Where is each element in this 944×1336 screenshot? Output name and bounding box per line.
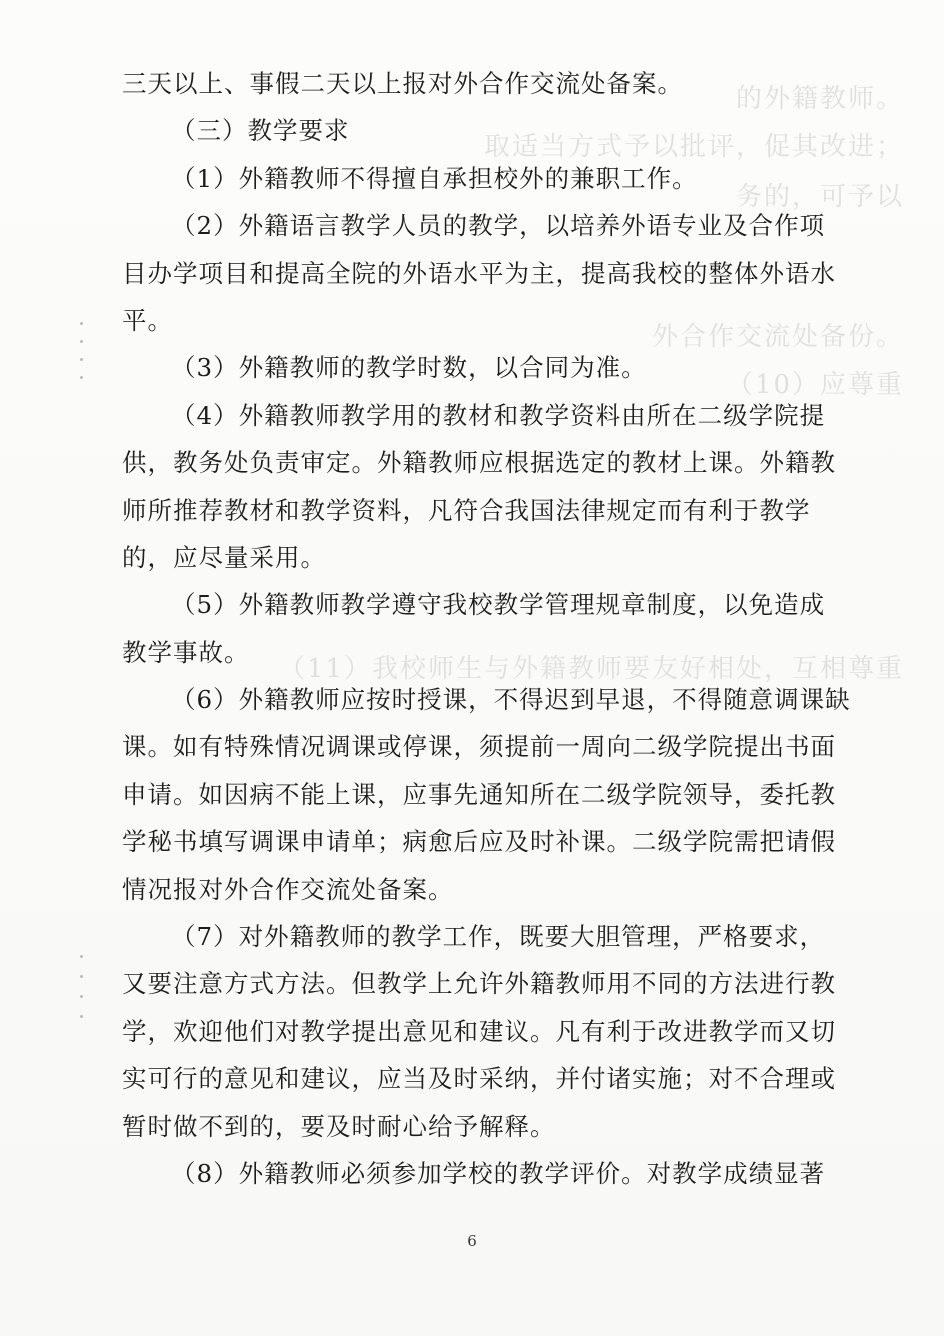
text-line: 课。如有特殊情况调课或停课，须提前一周向二级学院提出书面 [122,732,836,762]
text-line: 供，教务处负责审定。外籍教师应根据选定的教材上课。外籍教 [122,448,836,478]
text-line: 平。 [122,305,173,335]
text-line: （5）外籍教师教学遵守我校教学管理规章制度，以免造成 [171,590,826,620]
text-line: 三天以上、事假二天以上报对外合作交流处备案。 [122,69,683,98]
text-line: （8）外籍教师必须参加学校的教学评价。对教学成绩显著 [171,1158,826,1188]
text-line: （3）外籍教师的教学时数，以合同为准。 [171,353,647,383]
text-line: 教学事故。 [122,637,250,667]
text-line: （6）外籍教师应按时授课，不得迟到早退，不得随意调课缺 [171,685,851,715]
text-line: 的，应尽量采用。 [122,542,326,572]
text-line: 情况报对外合作交流处备案。 [122,874,454,904]
text-line: 暂时做不到的，要及时耐心给予解释。 [122,1111,556,1141]
text-line: （4）外籍教师教学用的教材和教学资料由所在二级学院提 [171,400,826,430]
page-number: 6 [467,1232,477,1250]
text-line: （1）外籍教师不得擅自承担校外的兼职工作。 [171,163,698,193]
text-line: （7）对外籍教师的教学工作，既要大胆管理，严格要求， [171,922,826,952]
document-body [122,60,851,1197]
text-line: （三）教学要求 [171,116,350,146]
text-line: 又要注意方式方法。但教学上允许外籍教师用不同的方法进行教 [122,969,836,999]
text-line: 实可行的意见和建议，应当及时采纳，并付诸实施；对不合理或 [122,1064,836,1094]
text-line: （2）外籍语言教学人员的教学，以培养外语专业及合作项 [171,211,826,241]
text-line: 目办学项目和提高全院的外语水平为主，提高我校的整体外语水 [122,258,836,288]
document-page: 的外籍教师。 取适当方式予以批评，促其改进； 务的，可予以 外合作交流处备份。 （10）应尊重 （11）我校师生与外籍教师要友好相处，互相尊重 三天以上、事假二天以上报对外合作交流处备案。 （三）教学要求 （1）外籍教师不得擅自承担校外的兼职工作。 （2）外籍语言教学人员的教学，以培养外语专业及合作项 目办学项目和提高全院的外语水平为主，提高我校的整体外语水 平。 （3）外籍教师的教学时数，以合同为准。 （4）外籍教师教学用的教材和教学资料由所在二级学院提 供，教务处负责审定。外籍教师应根据选定的教材上课。外籍教 师所推荐教材和教学资料，凡符合我国法律规定而有利于教学 的，应尽量采用。 （5）外籍教师教学遵守我校教学管理规章制度，以免造成 教学事故。 （6）外籍教师应按时授课，不得迟到早退，不得随意调课缺 课。如有特殊情况调课或停课，须提前一周向二级学院提出书面 申请。如因病不能上课，应事先通知所在二级学院领导，委托教 学秘书填写调课申请单；病愈后应及时补课。二级学院需把请假 情况报对外合作交流处备案。 （7）对外籍教师的教学工作，既要大胆管理，严格要求， 又要注意方式方法。但教学上允许外籍教师用不同的方法进行教 学，欢迎他们对教学提出意见和建议。凡有利于改进教学而又切 实可行的意见和建议，应当及时采纳，并付诸实施；对不合理或 暂时做不到的，要及时耐心给予解释。 （8）外籍教师必须参加学校的教学评价。对教学成绩显著 6 [0,0,944,1336]
text-line: 师所推荐教材和教学资料，凡符合我国法律规定而有利于教学 [122,495,811,525]
text-line: 学秘书填写调课申请单；病愈后应及时补课。二级学院需把请假 [122,827,836,857]
text-line: 申请。如因病不能上课，应事先通知所在二级学院领导，委托教 [122,779,836,809]
text-line: 学，欢迎他们对教学提出意见和建议。凡有利于改进教学而又切 [122,1016,836,1046]
